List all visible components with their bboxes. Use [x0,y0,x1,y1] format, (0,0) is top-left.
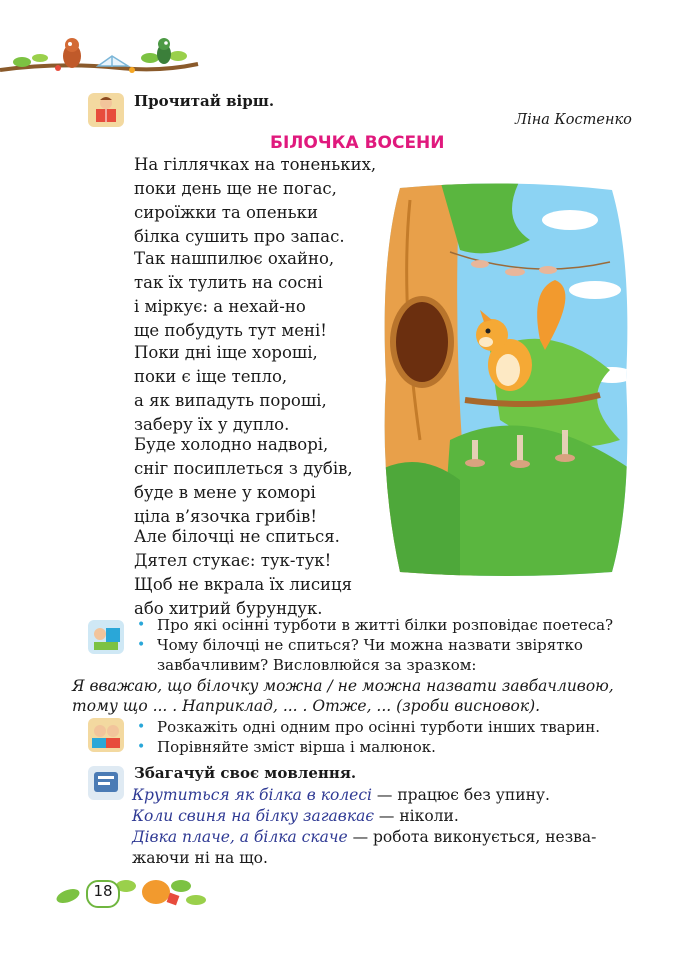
poem-stanza-1: На гіллячках на тоненьких, поки день ще не погас, сироїжки та опеньки білка сушить про запас. [134,155,377,246]
pair-task-2: Порівняйте зміст вірша і малюнок. [157,738,436,756]
idiom-2: Коли свиня на білку загавкає — ніколи. [132,807,459,825]
idiom-3: Дівка плаче, а білка скаче — робота виконується, незва- [132,828,597,846]
speech-icon [88,766,124,800]
squirrel-tree-illustration [380,180,632,578]
bullet-icon: • [137,719,146,735]
idiom-3-continuation: жаючи ні на що. [132,849,268,867]
poem-stanza-3: Поки дні іще хороші, поки є іще тепло, а як випадуть пороші, заберу їх у дупло. [134,343,327,434]
answer-pattern-line-2: тому що ... . Наприклад, ... . Отже, ... (зроби висновок). [72,697,541,715]
question-2-line-2: завбачливим? Висловлюйся за зразком: [157,656,477,674]
poem-author: Ліна Костенко [515,112,632,128]
bottom-leaves-decoration [56,866,206,916]
reading-icon [88,93,124,127]
poem-stanza-5: Але білочці не спиться. Дятел стукає: тук-тук! Щоб не вкрала їх лисиця або хитрий бурундук. [134,527,353,618]
bullet-icon: • [137,637,146,653]
speech-label: Збагачуй своє мовлення. [134,764,357,782]
poem-stanza-4: Буде холодно надворі, сніг посиплеться з дубів, буде в мене у коморі ціла в’язочка грибів! [134,435,353,526]
poem-title: БІЛОЧКА ВОСЕНИ [270,133,445,153]
bullet-icon: • [137,739,146,755]
top-branch-decoration [0,34,200,84]
pair-task-1: Розкажіть одні одним про осінні турботи інших тварин. [157,718,601,736]
question-1: Про які осінні турботи в житті білки розповідає поетеса? [157,616,614,634]
poem-stanza-2: Так нашпилює охайно, так їх тулить на сосні і міркує: а нехай-но ще побудуть тут мені! [134,249,335,340]
discussion-icon [88,620,124,654]
idiom-1: Крутиться як білка в колесі — працює без упину. [132,786,550,804]
answer-pattern-line-1: Я вважаю, що білочку можна / не можна назвати завбачливою, [72,677,614,695]
pair-work-icon [88,718,124,752]
page-number: 18 [93,882,113,900]
bullet-icon: • [137,617,146,633]
question-2-line-1: Чому білочці не спиться? Чи можна назвати звірятко [157,636,583,654]
task-read-label: Прочитай вірш. [134,92,275,110]
